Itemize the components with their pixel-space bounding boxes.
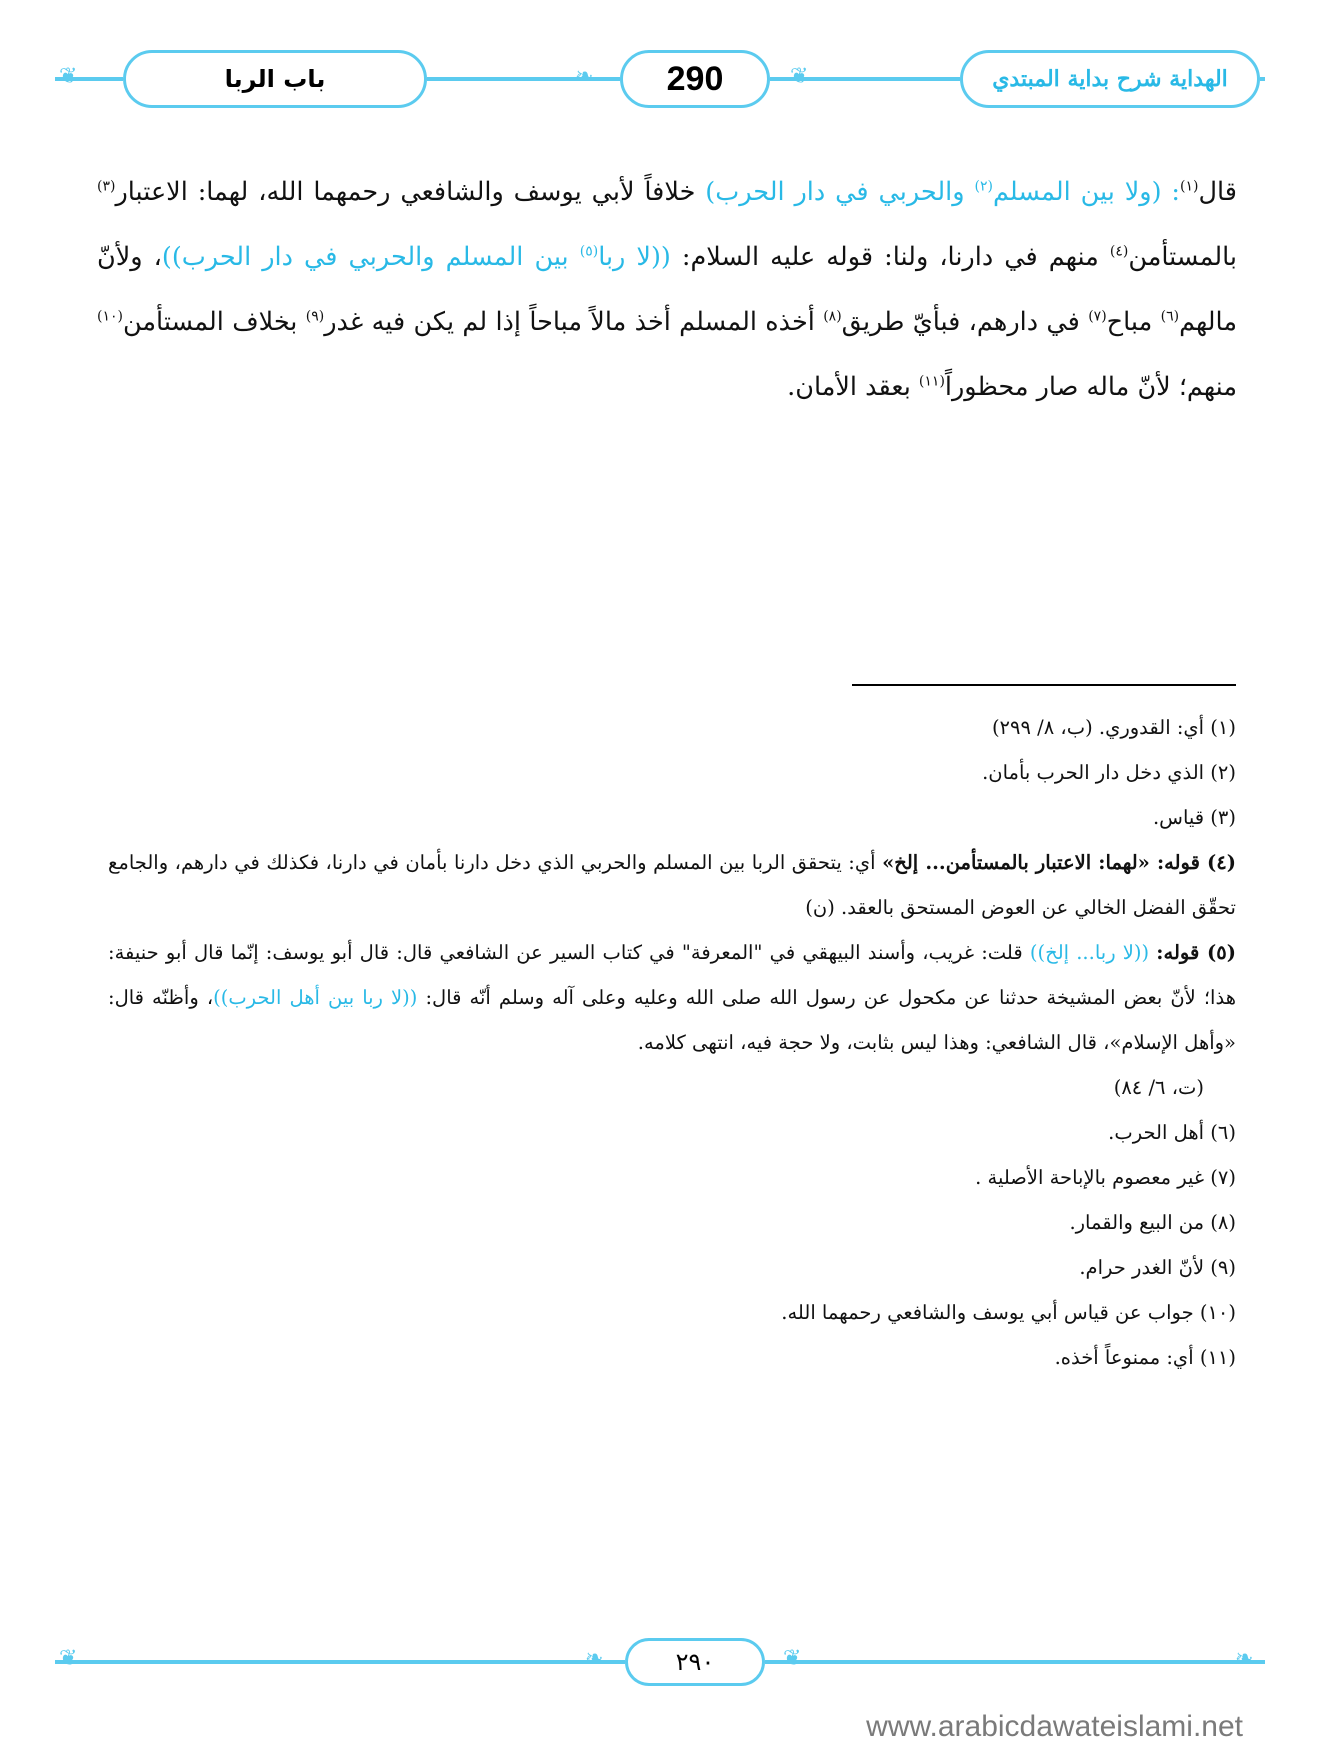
ornament-icon: ❦ bbox=[59, 64, 78, 89]
footnote-8: (٨) من البيع والقمار. bbox=[1069, 1211, 1236, 1234]
ornament-icon: ❧ bbox=[1235, 1646, 1254, 1671]
footnotes bbox=[108, 705, 1236, 1380]
footnote-ref[interactable]: (٧) bbox=[1088, 308, 1107, 325]
footnote-ref[interactable]: (٣) bbox=[97, 178, 116, 195]
footnote-5-reference: (ت، ٦/ ٨٤) bbox=[1113, 1076, 1204, 1099]
footnote-1: (١) أي: القدوري. (ب، ٨/ ٢٩٩) bbox=[991, 716, 1236, 739]
ornament-icon: ❧ bbox=[575, 64, 594, 89]
footnote-ref[interactable]: (٢) bbox=[974, 178, 993, 195]
header-rule-right bbox=[1260, 77, 1265, 81]
footer-rule-left bbox=[55, 1660, 625, 1664]
footer-page-number-frame bbox=[625, 1638, 765, 1686]
ornament-icon: ❧ bbox=[585, 1646, 604, 1671]
footnote-ref[interactable]: (٦) bbox=[1160, 308, 1180, 325]
footnote-ref[interactable]: (٥) bbox=[579, 243, 599, 260]
footnote-ref[interactable]: (٨) bbox=[823, 308, 842, 325]
footnote-ref[interactable]: (١٠) bbox=[97, 308, 123, 325]
footnote-9: (٩) لأنّ الغدر حرام. bbox=[1079, 1256, 1236, 1279]
ornament-icon: ❦ bbox=[59, 1646, 78, 1671]
page-header bbox=[55, 44, 1265, 114]
footnote-7: (٧) غير معصوم بالإباحة الأصلية . bbox=[975, 1166, 1236, 1189]
page-number: 290 bbox=[666, 59, 724, 98]
page-footer bbox=[55, 1638, 1265, 1688]
footnote-10: (١٠) جواب عن قياس أبي يوسف والشافعي رحمهما الله. bbox=[781, 1301, 1236, 1324]
footnote-5: (٥) قوله: ((لا ربا... إلخ)) قلت: غريب، وأسند البيهقي في "المعرفة" في كتاب السير عن الشافعي قال: قال أبو يوسف: إنّما قال أبو حنيفة: هذا؛ لأنّ بعض المشيخة حدثنا عن مكحول عن رسول الله صلى الله وعليه وعلى آله وسلم أنّه قال: ((لا ربا بين أهل الحرب))، وأظنّه قال: «وأهل الإسلام»، قال الشافعي: وهذا ليس بثابت، ولا حجة فيه، انتهى كلامه. bbox=[108, 941, 1236, 1054]
footnote-ref[interactable]: (١) bbox=[1180, 178, 1199, 195]
book-title-frame bbox=[960, 50, 1260, 108]
footnote-separator bbox=[852, 684, 1236, 686]
chapter-title-frame bbox=[123, 50, 427, 108]
ornament-icon: ❦ bbox=[790, 64, 809, 89]
footnote-3: (٣) قياس. bbox=[1152, 806, 1236, 829]
footer-rule-right bbox=[765, 1660, 1265, 1664]
chapter-title: باب الربا bbox=[224, 65, 326, 93]
footnote-6: (٦) أهل الحرب. bbox=[1108, 1121, 1236, 1144]
website-url[interactable]: www.arabicdawateislami.net bbox=[866, 1710, 1243, 1743]
footer-page-number: ٢٩٠ bbox=[675, 1648, 715, 1676]
page-number-frame bbox=[620, 50, 770, 108]
book-title: الهداية شرح بداية المبتدي bbox=[992, 66, 1228, 92]
footnote-ref[interactable]: (٤) bbox=[1109, 243, 1129, 260]
footnote-ref[interactable]: (١١) bbox=[918, 373, 945, 390]
footnote-11: (١١) أي: ممنوعاً أخذه. bbox=[1054, 1346, 1236, 1369]
main-text: قال$^{(١)}$: (ولا بين المسلم$^{(٢)}$ والحربي في دار الحرب) خلافاً لأبي يوسف والشافعي رحمهما الله، لهما: الاعتبار$^{(٣)}$ بالمستأمن$^{(٤)}$ منهم في دارنا، ولنا: قوله عليه السلام: ((لا ربا$^{(٥)}$ بين المسلم والحربي في دار الحرب))، ولأنّ مالهم$^{(٦)}$ مباح$^{(٧)}$ في دارهم، فبأيّ طريق$^{(٨)}$ أخذه المسلم أخذ مالاً مباحاً إذا لم يكن فيه غدر$^{(٩)}$ بخلاف المستأمن$^{(١٠)}$ منهم؛ لأنّ ماله صار محظوراً$^{(١١)}$ بعقد الأمان. bbox=[97, 177, 1238, 402]
ornament-icon: ❦ bbox=[783, 1646, 802, 1671]
footnote-4: (٤) قوله: «لهما: الاعتبار بالمستأمن... إلخ» أي: يتحقق الربا بين المسلم والحربي الذي دخل دارنا بأمان في دارنا، فكذلك في دارهم، والجامع تحقّق الفضل الخالي عن العوض المستحق بالعقد. (ن) bbox=[108, 851, 1236, 919]
footnote-2: (٢) الذي دخل دار الحرب بأمان. bbox=[982, 761, 1236, 784]
footnote-ref[interactable]: (٩) bbox=[305, 308, 325, 325]
